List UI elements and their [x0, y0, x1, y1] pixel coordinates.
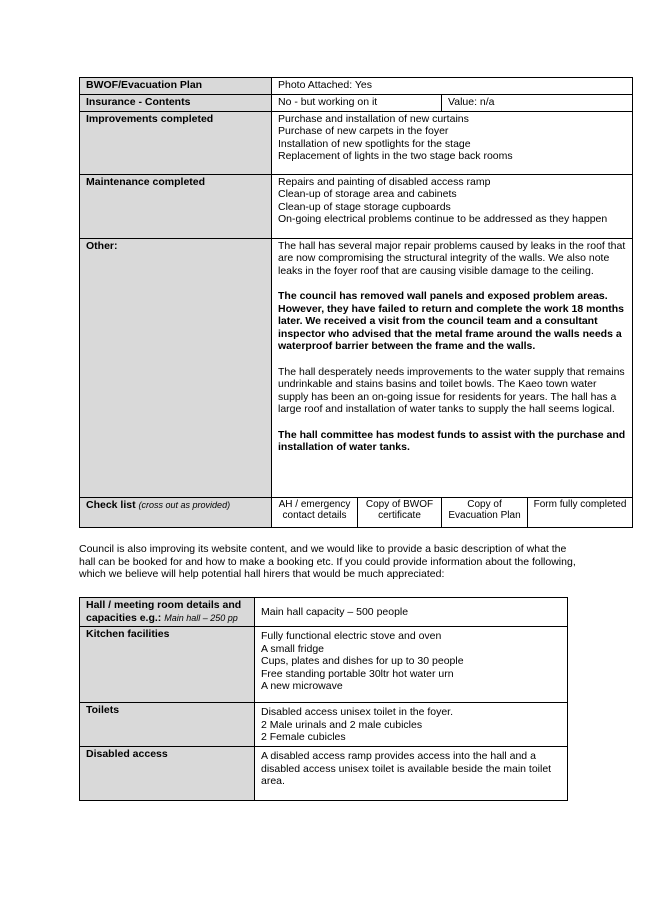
other-paragraph-4: The hall committee has modest funds to assist with the purchase and installation of water tanks. — [278, 428, 626, 453]
list-item: Free standing portable 30ltr hot water urn — [261, 667, 454, 680]
hall-note: Main hall – 250 pp — [164, 612, 238, 623]
other-label: Other: — [80, 238, 272, 497]
disabled-value: A disabled access ramp provides access into the hall and a disabled access unisex toilet is available beside the main toilet area. — [255, 747, 568, 801]
toilets-label: Toilets — [80, 703, 255, 747]
hall-info-table — [79, 77, 633, 528]
improvements-label: Improvements completed — [80, 111, 272, 174]
other-paragraph-2: The council has removed wall panels and exposed problem areas. However, they have failed to return and complete the work 18 months later. We received a visit from the council team and a consultant inspector who advised that the metal frame around the walls needs a waterproof barrier between the frame and the walls. — [278, 290, 625, 352]
list-item: Purchase and installation of new curtains — [278, 112, 469, 125]
toilets-list — [255, 703, 568, 747]
improvements-list — [272, 111, 633, 174]
insurance-amount: Value: n/a — [442, 94, 633, 111]
list-item: Fully functional electric stove and oven — [261, 630, 442, 642]
bwof-label: BWOF/Evacuation Plan — [80, 78, 272, 95]
list-item: A new microwave — [261, 680, 343, 692]
checklist-item: AH / emergency contact details — [272, 497, 358, 527]
other-row — [80, 238, 633, 497]
improvements-row — [80, 111, 633, 174]
checklist-item: Copy of Evacuation Plan — [442, 497, 528, 527]
checklist-item: Form fully completed — [528, 497, 633, 527]
list-item: Repairs and painting of disabled access ramp — [278, 175, 491, 188]
bwof-row — [80, 78, 633, 95]
kitchen-list — [255, 627, 568, 703]
maintenance-row — [80, 174, 633, 238]
checklist-label: Check list — [86, 498, 136, 511]
disabled-row — [80, 747, 568, 801]
list-item: A small fridge — [261, 642, 325, 655]
other-paragraph-3: The hall desperately needs improvements to the water supply that remains undrinkable and stains basins and toilet bowls. The Kaeo town water supply has been an on-going issue for residents for years. The hall has a large roof and installation of water tanks to supply the hall seems logical. — [278, 365, 625, 415]
list-item: Purchase of new carpets in the foyer — [278, 125, 449, 137]
other-paragraph-1: The hall has several major repair problems caused by leaks in the roof that are now compromising the structural integrity of the walls. We also note leaks in the foyer roof that are causing visible damage to the ceiling. — [278, 239, 626, 277]
insurance-row — [80, 94, 633, 111]
disabled-label: Disabled access — [80, 747, 255, 801]
intro-paragraph: Council is also improving its website content, and we would like to provide a basic description of what the hall can be booked for and how to make a booking etc. If you could provide information about the following, which we believe will help potential hall hirers that would be much appreciated: — [79, 543, 576, 580]
hall-value: Main hall capacity – 500 people — [255, 598, 568, 627]
list-item: 2 Male urinals and 2 male cubicles — [261, 718, 423, 731]
checklist-label-cell — [80, 497, 272, 527]
list-item: Clean-up of stage storage cupboards — [278, 200, 451, 213]
bwof-value: Photo Attached: Yes — [272, 78, 633, 95]
list-item: Cups, plates and dishes for up to 30 people — [261, 655, 464, 667]
maintenance-label: Maintenance completed — [80, 174, 272, 238]
kitchen-row — [80, 627, 568, 703]
insurance-value: No - but working on it — [272, 94, 442, 111]
hall-details-table — [79, 597, 568, 801]
other-text — [272, 238, 633, 497]
insurance-label: Insurance - Contents — [80, 94, 272, 111]
hall-label: Hall / meeting room details and capacities e.g.: — [86, 599, 242, 624]
list-item: Replacement of lights in the two stage back rooms — [278, 150, 513, 162]
hall-row — [80, 598, 568, 627]
list-item: 2 Female cubicles — [261, 731, 346, 743]
toilets-row — [80, 703, 568, 747]
maintenance-list — [272, 174, 633, 238]
checklist-note: (cross out as provided) — [138, 499, 231, 510]
list-item: Clean-up of storage area and cabinets — [278, 188, 457, 200]
checklist-row — [80, 497, 633, 527]
list-item: Installation of new spotlights for the stage — [278, 137, 471, 150]
list-item: Disabled access unisex toilet in the foyer. — [261, 706, 454, 718]
kitchen-label: Kitchen facilities — [80, 627, 255, 703]
list-item: On-going electrical problems continue to be addressed as they happen — [278, 213, 608, 225]
checklist-item: Copy of BWOF certificate — [358, 497, 442, 527]
hall-label-cell — [80, 598, 255, 627]
